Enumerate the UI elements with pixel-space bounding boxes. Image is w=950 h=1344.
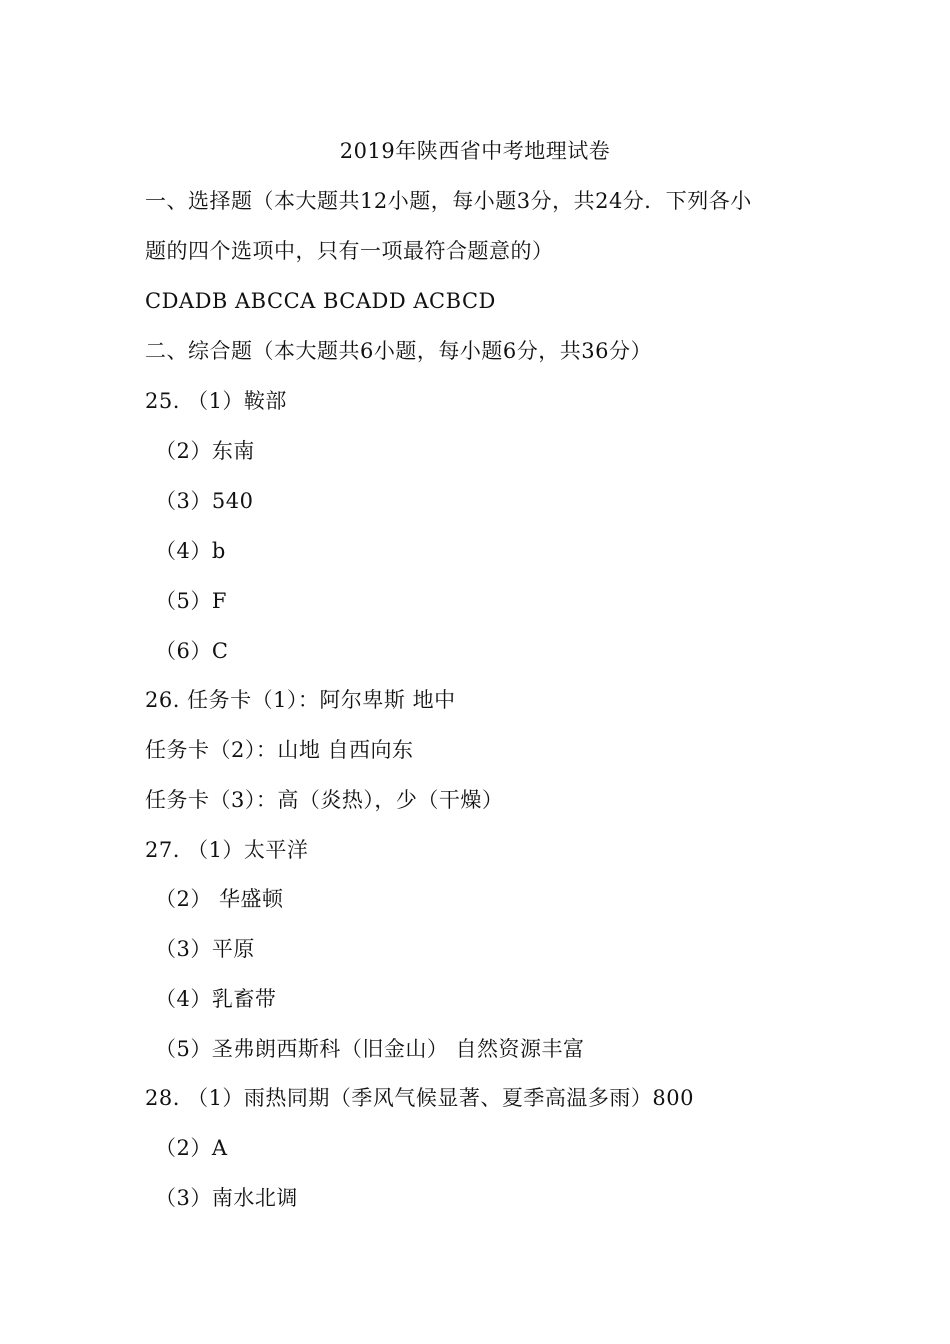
answer-25-2: （2）东南 <box>155 439 255 463</box>
answer-25-5: （5）F <box>155 589 227 613</box>
answer-25-3: （3）540 <box>155 489 254 513</box>
answer-28-1: 28. （1）雨热同期（季风气候显著、夏季高温多雨）800 <box>145 1086 695 1110</box>
answer-25-4: （4）b <box>155 539 226 563</box>
answer-27-2: （2） 华盛顿 <box>155 887 284 911</box>
answer-27-3: （3）平原 <box>155 937 255 961</box>
answer-27-4: （4）乳畜带 <box>155 987 277 1011</box>
answer-25-6: （6）C <box>155 639 229 663</box>
section-2-heading: 二、综合题（本大题共6小题，每小题6分，共36分） <box>145 339 652 363</box>
answer-26-card-1: 26. 任务卡（1）：阿尔卑斯 地中 <box>145 688 456 712</box>
section-1-heading-line-2: 题的四个选项中，只有一项最符合题意的） <box>145 239 554 263</box>
answer-28-3: （3）南水北调 <box>155 1186 298 1210</box>
section-1-heading-line-1: 一、选择题（本大题共12小题，每小题3分，共24分．下列各小 <box>145 189 752 213</box>
answer-28-2: （2）A <box>155 1136 228 1160</box>
answer-26-card-3: 任务卡（3）：高（炎热），少（干燥） <box>145 788 504 812</box>
answer-27-5: （5）圣弗朗西斯科（旧金山） 自然资源丰富 <box>155 1037 585 1061</box>
document-title: 2019年陕西省中考地理试卷 <box>339 139 611 163</box>
multiple-choice-answers: CDADB ABCCA BCADD ACBCD <box>145 289 496 313</box>
answer-26-card-2: 任务卡（2）：山地 自西向东 <box>145 738 414 762</box>
answer-25-1: 25. （1）鞍部 <box>145 389 287 413</box>
answer-27-1: 27. （1）太平洋 <box>145 838 309 862</box>
